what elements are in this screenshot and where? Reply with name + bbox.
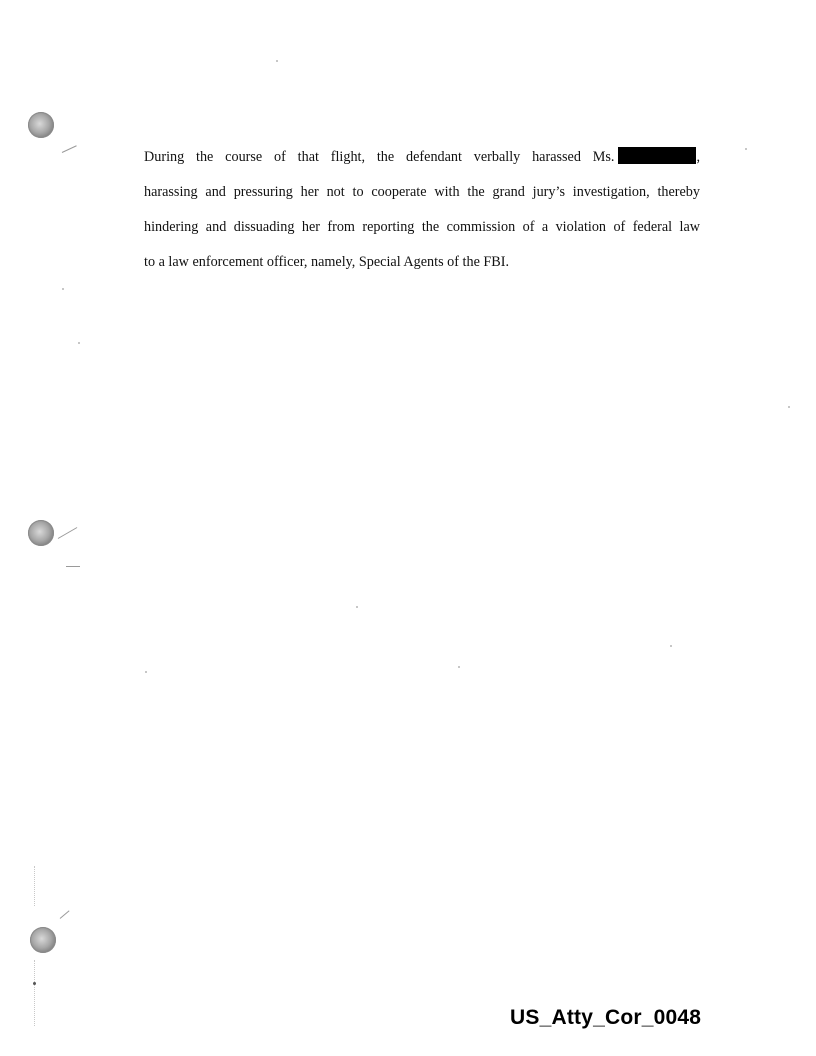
scan-mark — [66, 566, 80, 567]
hole-punch-bottom — [30, 927, 56, 953]
margin-dots — [34, 866, 36, 906]
scan-mark — [58, 527, 78, 539]
speck — [33, 982, 36, 985]
speck — [78, 342, 80, 344]
redaction-block — [618, 147, 696, 164]
paragraph-line-3: hindering and dissuading her from reporting the commission of a violation of federal law — [144, 219, 700, 235]
paragraph-line-2: harassing and pressuring her not to cooperate with the grand jury’s investigation, thereby — [144, 184, 700, 200]
bates-number: US_Atty_Cor_0048 — [510, 1006, 702, 1029]
paragraph-line-1-trail: , — [696, 149, 700, 165]
paragraph-line-1-text: During the course of that flight, the defendant verbally harassed Ms. — [144, 149, 615, 165]
speck — [145, 671, 147, 673]
speck — [745, 148, 747, 150]
speck — [62, 288, 64, 290]
scan-mark — [60, 910, 70, 918]
speck — [458, 666, 460, 668]
margin-dots — [34, 960, 36, 1026]
hole-punch-top — [28, 112, 54, 138]
speck — [670, 645, 672, 647]
hole-punch-middle — [28, 520, 54, 546]
paragraph-line-4: to a law enforcement officer, namely, Special Agents of the FBI. — [144, 254, 510, 270]
paragraph-line-1 — [144, 140, 700, 175]
scan-mark — [62, 145, 77, 153]
body-paragraph — [144, 140, 700, 280]
speck — [276, 60, 278, 62]
speck — [788, 406, 790, 408]
speck — [356, 606, 358, 608]
